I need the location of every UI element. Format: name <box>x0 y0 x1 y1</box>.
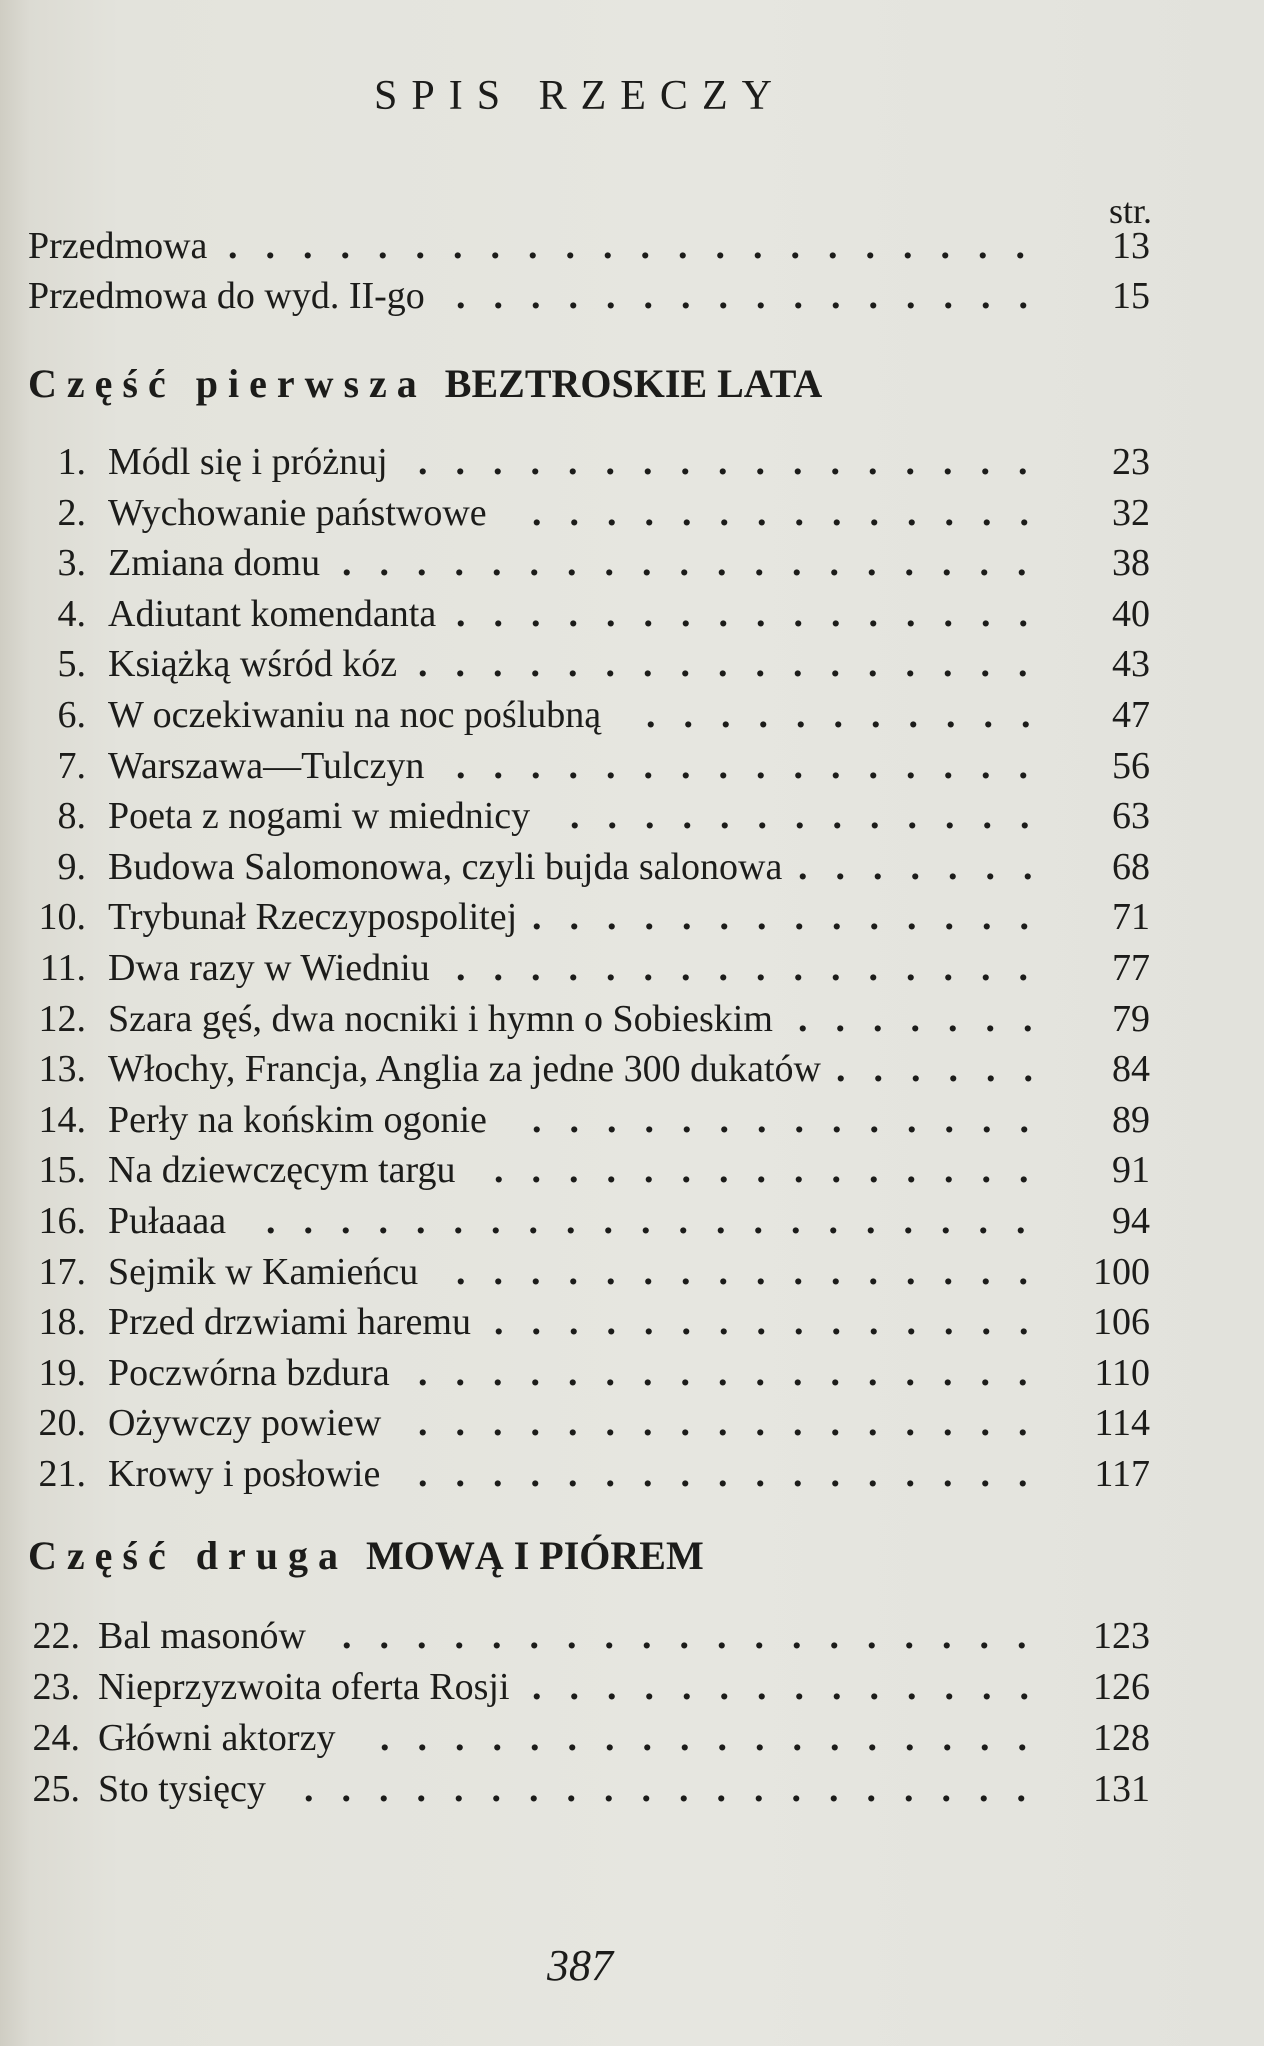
part-heading <box>28 360 822 407</box>
leader-dots: ............. <box>570 795 1058 837</box>
entry-page-number: 47 <box>1112 694 1150 736</box>
leader-dots: .................... <box>304 1768 1054 1810</box>
chapter-number: 5. <box>57 643 86 685</box>
toc-entry <box>0 691 1150 739</box>
chapter-number: 15. <box>38 1149 86 1191</box>
entry-page-number: 100 <box>1093 1251 1150 1293</box>
leader-dots: ................. <box>418 1453 1056 1495</box>
entry-title: Przedmowa <box>28 225 208 267</box>
chapter-number: 3. <box>57 542 86 584</box>
toc-entry <box>0 1714 1150 1762</box>
chapter-number: 16. <box>38 1200 86 1242</box>
part-label: Część pierwsza <box>28 361 427 406</box>
entry-title: Poczwórna bzdura <box>108 1352 390 1394</box>
toc-entry <box>0 1663 1150 1711</box>
entry-page-number: 126 <box>1093 1666 1150 1708</box>
leader-dots: ....... <box>798 998 1061 1040</box>
entry-page-number: 77 <box>1112 947 1150 989</box>
entry-title: Sejmik w Kamieńcu <box>108 1251 419 1293</box>
toc-entry <box>0 1248 1150 1296</box>
chapter-number: 23. <box>32 1666 80 1708</box>
toc-entry <box>0 222 1150 270</box>
entry-title: Włochy, Francja, Anglia za jedne 300 dukatów <box>108 1048 821 1090</box>
toc-entry <box>0 1096 1150 1144</box>
toc-entry <box>0 640 1150 688</box>
entry-title: Główni aktorzy <box>98 1717 336 1759</box>
toc-entry <box>0 1765 1150 1813</box>
chapter-number: 20. <box>38 1402 86 1444</box>
toc-entry <box>0 893 1150 941</box>
chapter-number: 1. <box>57 441 86 483</box>
chapter-number: 25. <box>32 1768 80 1810</box>
part-title: MOWĄ I PIÓREM <box>365 1533 704 1578</box>
entry-page-number: 23 <box>1112 441 1150 483</box>
entry-title: Przed drzwiami haremu <box>108 1301 471 1343</box>
chapter-number: 17. <box>38 1251 86 1293</box>
entry-page-number: 84 <box>1112 1048 1150 1090</box>
leader-dots: ..................... <box>266 1200 1054 1242</box>
toc-entry <box>0 489 1150 537</box>
entry-title: Krowy i posłowie <box>108 1453 381 1495</box>
entry-title: Nieprzyzwoita oferta Rosji <box>98 1666 510 1708</box>
entry-title: Zmiana domu <box>108 542 321 584</box>
leader-dots: ................. <box>418 643 1056 685</box>
leader-dots: ...................... <box>228 225 1053 267</box>
chapter-number: 9. <box>57 846 86 888</box>
entry-title: Ożywczy powiew <box>108 1402 382 1444</box>
chapter-number: 22. <box>32 1615 80 1657</box>
page-column-label: str. <box>1108 191 1152 231</box>
toc-entry <box>0 792 1150 840</box>
chapter-number: 18. <box>38 1301 86 1343</box>
entry-title: Wychowanie państwowe <box>108 492 487 534</box>
entry-page-number: 123 <box>1093 1615 1150 1657</box>
toc-entry <box>0 843 1150 891</box>
leader-dots: ...... <box>836 1048 1061 1090</box>
chapter-number: 21. <box>38 1453 86 1495</box>
entry-page-number: 117 <box>1094 1453 1150 1495</box>
leader-dots: ................. <box>418 1352 1056 1394</box>
leader-dots: ................ <box>456 745 1056 787</box>
entry-page-number: 68 <box>1112 846 1150 888</box>
part-label: Część druga <box>28 1533 348 1578</box>
toc-entry <box>0 272 1150 320</box>
toc-entry <box>0 539 1150 587</box>
chapter-number: 4. <box>57 593 86 635</box>
part-title: BEZTROSKIE LATA <box>444 361 823 406</box>
leader-dots: .................. <box>380 1717 1055 1759</box>
toc-entry <box>0 1612 1150 1660</box>
toc-entry <box>0 1298 1150 1346</box>
chapter-number: 2. <box>57 492 86 534</box>
toc-entry <box>0 1399 1150 1447</box>
leader-dots: ................... <box>342 542 1055 584</box>
entry-page-number: 114 <box>1094 1402 1150 1444</box>
entry-title: Sto tysięcy <box>98 1768 266 1810</box>
leader-dots: .............. <box>532 1099 1057 1141</box>
entry-title: Bal masonów <box>98 1615 306 1657</box>
entry-page-number: 128 <box>1093 1717 1150 1759</box>
toc-entry <box>0 1045 1150 1093</box>
toc-entry <box>0 742 1150 790</box>
chapter-number: 7. <box>57 745 86 787</box>
entry-page-number: 13 <box>1112 225 1150 267</box>
leader-dots: .............. <box>532 1666 1057 1708</box>
entry-title: Perły na końskim ogonie <box>108 1099 487 1141</box>
entry-title: Poeta z nogami w miednicy <box>108 795 531 837</box>
chapter-number: 10. <box>38 896 86 938</box>
leader-dots: ............... <box>494 1149 1057 1191</box>
page-number: 387 <box>547 1941 613 1990</box>
leader-dots: .............. <box>532 896 1057 938</box>
entry-page-number: 91 <box>1112 1149 1150 1191</box>
entry-page-number: 106 <box>1093 1301 1150 1343</box>
leader-dots: ................ <box>456 947 1056 989</box>
entry-title: Warszawa—Tulczyn <box>108 745 425 787</box>
entry-title: Módl się i próżnuj <box>108 441 388 483</box>
leader-dots: ........... <box>646 694 1059 736</box>
chapter-number: 11. <box>39 947 86 989</box>
leader-dots: .............. <box>532 492 1057 534</box>
leader-dots: ................. <box>418 1402 1056 1444</box>
entry-title: Książką wśród kóz <box>108 643 398 685</box>
entry-title: Budowa Salomonowa, czyli bujda salonowa <box>108 846 783 888</box>
entry-page-number: 71 <box>1112 896 1150 938</box>
entry-page-number: 32 <box>1112 492 1150 534</box>
entry-title: Przedmowa do wyd. II-go <box>28 275 425 317</box>
entry-title: Na dziewczęcym targu <box>108 1149 456 1191</box>
entry-page-number: 38 <box>1112 542 1150 584</box>
entry-title: Trybunał Rzeczypospolitej <box>108 896 518 938</box>
chapter-number: 8. <box>57 795 86 837</box>
leader-dots: ................ <box>456 1251 1056 1293</box>
entry-title: W oczekiwaniu na noc poślubną <box>108 694 602 736</box>
page-title: SPIS RZECZY <box>374 73 786 119</box>
toc-entry <box>0 944 1150 992</box>
entry-page-number: 110 <box>1094 1352 1150 1394</box>
entry-title: Adiutant komendanta <box>108 593 437 635</box>
entry-page-number: 94 <box>1112 1200 1150 1242</box>
toc-entry <box>0 1146 1150 1194</box>
entry-page-number: 131 <box>1093 1768 1150 1810</box>
chapter-number: 6. <box>57 694 86 736</box>
leader-dots: ................. <box>418 441 1056 483</box>
chapter-number: 13. <box>38 1048 86 1090</box>
entry-page-number: 79 <box>1112 998 1150 1040</box>
entry-title: Pułaaaa <box>108 1200 227 1242</box>
entry-page-number: 89 <box>1112 1099 1150 1141</box>
toc-entry <box>0 1450 1150 1498</box>
toc-entry <box>0 590 1150 638</box>
part-heading <box>28 1532 704 1579</box>
chapter-number: 12. <box>38 998 86 1040</box>
entry-page-number: 40 <box>1112 593 1150 635</box>
leader-dots: ................... <box>342 1615 1055 1657</box>
leader-dots: ................ <box>456 593 1056 635</box>
toc-entry <box>0 1349 1150 1397</box>
toc-entry <box>0 995 1150 1043</box>
chapter-number: 24. <box>32 1717 80 1759</box>
entry-page-number: 63 <box>1112 795 1150 837</box>
leader-dots: ....... <box>798 846 1061 888</box>
entry-title: Dwa razy w Wiedniu <box>108 947 430 989</box>
entry-title: Szara gęś, dwa nocniki i hymn o Sobieskim <box>108 998 773 1040</box>
chapter-number: 14. <box>38 1099 86 1141</box>
entry-page-number: 56 <box>1112 745 1150 787</box>
entry-page-number: 15 <box>1112 275 1150 317</box>
entry-page-number: 43 <box>1112 643 1150 685</box>
toc-entry <box>0 1197 1150 1245</box>
chapter-number: 19. <box>38 1352 86 1394</box>
leader-dots: ................ <box>456 275 1056 317</box>
toc-entry <box>0 438 1150 486</box>
leader-dots: ............... <box>494 1301 1057 1343</box>
